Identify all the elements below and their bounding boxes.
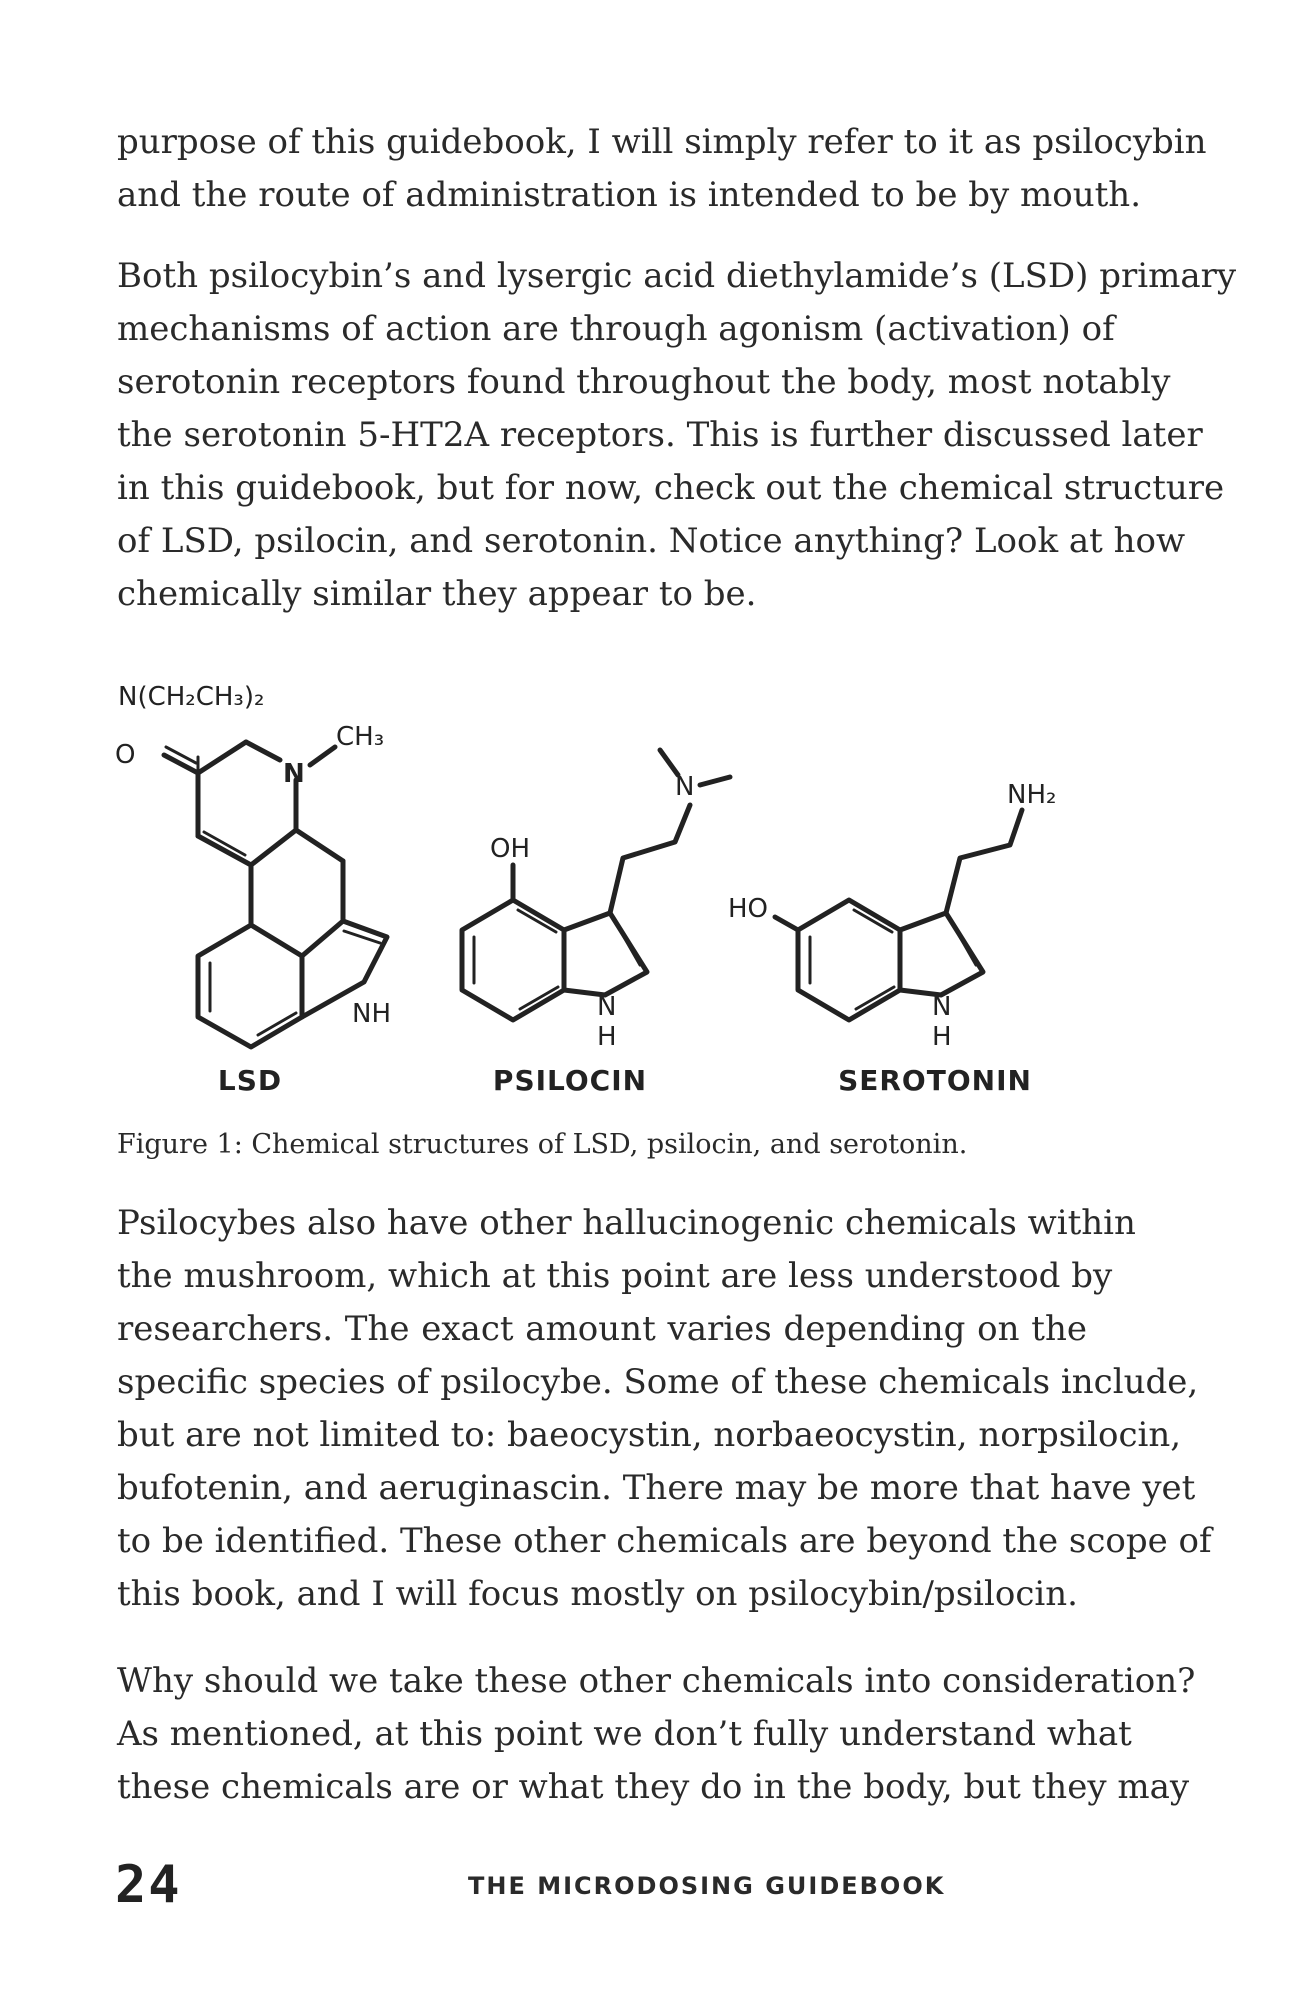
page-number: 24 xyxy=(115,1855,182,1915)
paragraph-4 xyxy=(117,1655,1196,1814)
text-line: Both psilocybin’s and lysergic acid diethylamide’s (LSD) primary xyxy=(117,256,1237,296)
text-line: As mentioned, at this point we don’t fully understand what xyxy=(117,1714,1132,1754)
serotonin-ring-n-label: N xyxy=(932,992,952,1022)
serotonin-name-label: SEROTONIN xyxy=(838,1064,1032,1097)
serotonin-benzene-ring xyxy=(798,900,900,1020)
serotonin-structure xyxy=(728,780,1056,1097)
structures-diagram xyxy=(100,685,1060,1135)
psilocin-amine-n-label: N xyxy=(675,772,695,802)
text-line: researchers. The exact amount varies depending on the xyxy=(117,1309,1087,1349)
running-footer-title: THE MICRODOSING GUIDEBOOK xyxy=(468,1872,946,1900)
psilocin-structure xyxy=(462,750,730,1097)
text-line: these chemicals are or what they do in the body, but they may xyxy=(117,1767,1190,1807)
paragraph-3 xyxy=(117,1197,1212,1621)
text-line: the mushroom, which at this point are less understood by xyxy=(117,1256,1113,1296)
lsd-amide-label: N(CH₂CH₃)₂ xyxy=(118,685,265,712)
psilocin-hydroxyl-label: OH xyxy=(490,834,531,864)
psilocin-ring-h-label: H xyxy=(597,1022,617,1052)
text-line: this book, and I will focus mostly on psilocybin/psilocin. xyxy=(117,1574,1078,1614)
lsd-nh-label: NH xyxy=(352,999,391,1029)
text-line: but are not limited to: baeocystin, norbaeocystin, norpsilocin, xyxy=(117,1415,1182,1455)
text-line: of LSD, psilocin, and serotonin. Notice anything? Look at how xyxy=(117,521,1186,561)
serotonin-ring-h-label: H xyxy=(932,1022,952,1052)
lsd-nitrogen-label: N xyxy=(283,759,305,789)
chemical-structures-figure xyxy=(100,685,1060,1135)
psilocin-ring-n-label: N xyxy=(597,992,617,1022)
lsd-oxygen-label: O xyxy=(115,740,136,770)
serotonin-hydroxyl-label: HO xyxy=(728,894,769,924)
paragraph-1 xyxy=(117,116,1207,222)
figure-caption: Figure 1: Chemical structures of LSD, psilocin, and serotonin. xyxy=(117,1129,968,1160)
lsd-benzene-ring xyxy=(198,925,302,1047)
text-line: specific species of psilocybe. Some of these chemicals include, xyxy=(117,1362,1199,1402)
serotonin-amine-label: NH₂ xyxy=(1007,780,1057,810)
lsd-name-label: LSD xyxy=(217,1064,283,1097)
text-line: to be identified. These other chemicals are beyond the scope of xyxy=(117,1521,1212,1561)
text-line: serotonin receptors found throughout the body, most notably xyxy=(117,362,1171,402)
lsd-methyl-label: CH₃ xyxy=(336,722,385,752)
text-line: in this guidebook, but for now, check out the chemical structure xyxy=(117,468,1225,508)
text-line: purpose of this guidebook, I will simply refer to it as psilocybin xyxy=(117,122,1207,162)
lsd-structure xyxy=(115,685,391,1097)
psilocin-benzene-ring xyxy=(462,900,564,1020)
text-line: mechanisms of action are through agonism (activation) of xyxy=(117,309,1115,349)
text-line: the serotonin 5-HT2A receptors. This is further discussed later xyxy=(117,415,1203,455)
text-line: chemically similar they appear to be. xyxy=(117,574,757,614)
paragraph-2 xyxy=(117,250,1237,621)
text-line: Psilocybes also have other hallucinogenic chemicals within xyxy=(117,1203,1136,1243)
psilocin-name-label: PSILOCIN xyxy=(492,1064,648,1097)
text-line: bufotenin, and aeruginascin. There may be more that have yet xyxy=(117,1468,1196,1508)
text-line: and the route of administration is intended to be by mouth. xyxy=(117,175,1142,215)
text-line: Why should we take these other chemicals into consideration? xyxy=(117,1661,1196,1701)
